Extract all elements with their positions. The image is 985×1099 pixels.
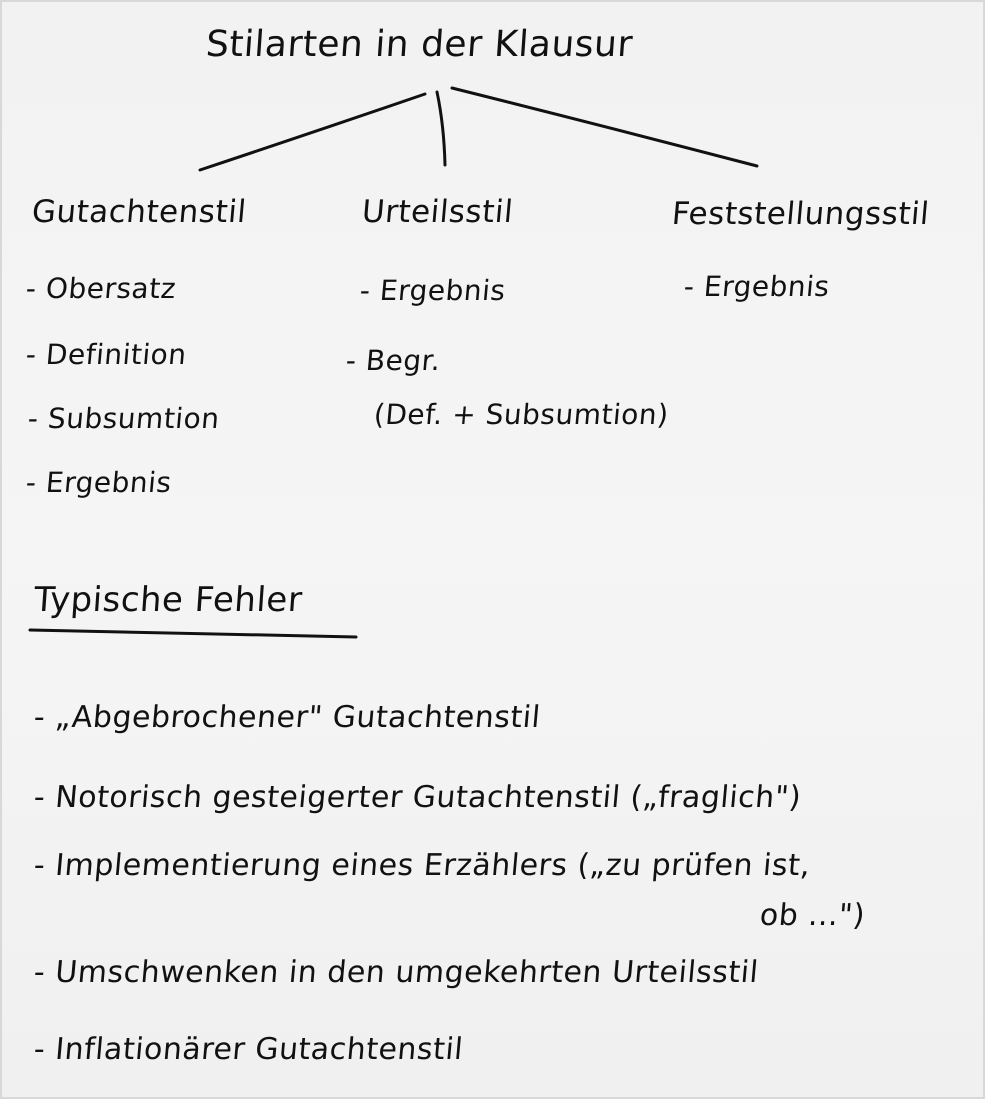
list-item: - Umschwenken in den umgekehrten Urteilsstil <box>32 955 760 990</box>
list-item: (Def. + Subsumtion) <box>372 398 671 431</box>
heading-underline <box>30 630 356 637</box>
section-title: Typische Fehler <box>32 580 304 620</box>
page-title: Stilarten in der Klausur <box>204 24 635 65</box>
list-item: - Inflationärer Gutachtenstil <box>32 1032 465 1067</box>
style-heading-gutachtenstil: Gutachtenstil <box>30 194 248 230</box>
list-item: - Implementierung eines Erzählers („zu prüfen ist, <box>32 848 812 883</box>
list-item: - Ergebnis <box>24 466 174 499</box>
list-item: - Subsumtion <box>26 402 221 435</box>
list-item: - „Abgebrochener" Gutachtenstil <box>32 700 542 735</box>
style-heading-urteilsstil: Urteilsstil <box>360 194 515 230</box>
list-item: - Notorisch gesteigerter Gutachtenstil („fraglich") <box>32 780 803 815</box>
branch-line-center <box>437 92 445 165</box>
list-item: - Obersatz <box>24 272 178 305</box>
branch-line-left <box>200 94 425 170</box>
list-item: ob ...") <box>758 898 867 933</box>
list-item: - Definition <box>24 338 189 371</box>
list-item: - Begr. <box>344 344 443 377</box>
branch-line-right <box>452 88 757 166</box>
list-item: - Ergebnis <box>682 270 832 303</box>
list-item: - Ergebnis <box>358 274 508 307</box>
style-heading-feststellungsstil: Feststellungsstil <box>670 196 931 232</box>
